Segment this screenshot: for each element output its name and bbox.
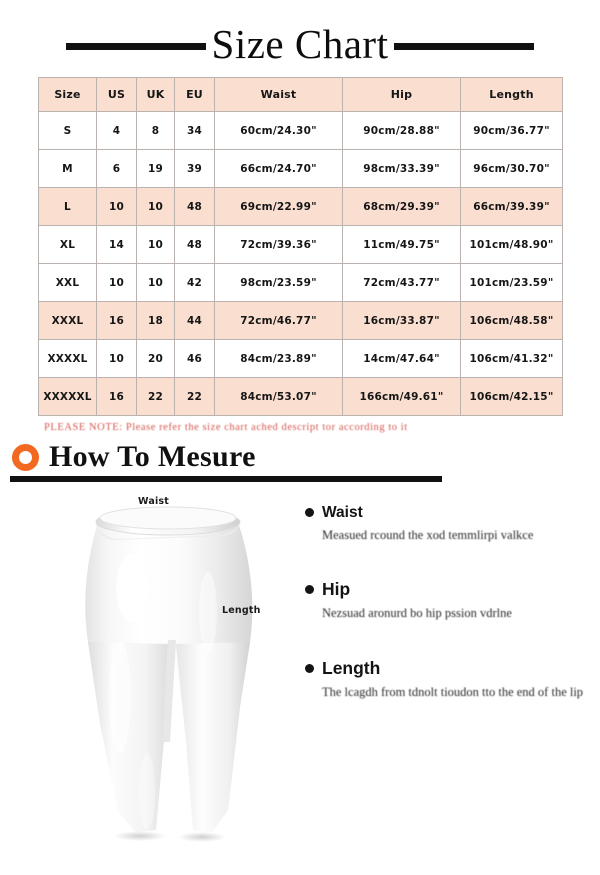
- cell-hip: 72cm/43.77": [343, 264, 461, 302]
- cell-waist: 84cm/53.07": [215, 378, 343, 416]
- cell-length: 66cm/39.39": [461, 188, 563, 226]
- cell-waist: 98cm/23.59": [215, 264, 343, 302]
- definition-body: Measued rcound the xod temmlirpi valkce: [322, 528, 534, 543]
- cell-hip: 14cm/47.64": [343, 340, 461, 378]
- cell-uk: 8: [137, 112, 175, 150]
- cell-length: 101cm/23.59": [461, 264, 563, 302]
- cell-waist: 66cm/24.70": [215, 150, 343, 188]
- definition-heading: [305, 504, 590, 521]
- page-title-block: [0, 22, 600, 70]
- cell-uk: 19: [137, 150, 175, 188]
- cell-length: 96cm/30.70": [461, 150, 563, 188]
- cell-uk: 18: [137, 302, 175, 340]
- cell-eu: 22: [175, 378, 215, 416]
- cell-length: 106cm/48.58": [461, 302, 563, 340]
- cell-eu: 46: [175, 340, 215, 378]
- table-header-row: [39, 78, 563, 112]
- cell-eu: 42: [175, 264, 215, 302]
- cell-hip: 68cm/29.39": [343, 188, 461, 226]
- cell-us: 10: [97, 188, 137, 226]
- table-row: [39, 226, 563, 264]
- cell-length: 101cm/48.90": [461, 226, 563, 264]
- cell-uk: 20: [137, 340, 175, 378]
- cell-uk: 10: [137, 226, 175, 264]
- cell-uk: 10: [137, 264, 175, 302]
- how-to-measure-rule-icon: [10, 476, 442, 482]
- cell-eu: 48: [175, 188, 215, 226]
- cell-size: XXXXL: [39, 340, 97, 378]
- cell-eu: 39: [175, 150, 215, 188]
- definition-body: Nezsuad aronurd bo hip pssion vdrlne: [322, 606, 512, 621]
- how-to-measure-title: How To Mesure: [49, 440, 256, 473]
- cell-waist: 72cm/46.77": [215, 302, 343, 340]
- column-header-hip: Hip: [343, 78, 461, 112]
- cell-hip: 98cm/33.39": [343, 150, 461, 188]
- cell-eu: 44: [175, 302, 215, 340]
- cell-us: 6: [97, 150, 137, 188]
- definition-title: Hip: [322, 579, 351, 600]
- cell-us: 4: [97, 112, 137, 150]
- title-rule-right-icon: [394, 43, 534, 50]
- definition-title: Waist: [322, 504, 363, 521]
- cell-size: L: [39, 188, 97, 226]
- measurement-definitions-list: [305, 504, 590, 737]
- definition-heading: [305, 659, 590, 678]
- column-header-size: Size: [39, 78, 97, 112]
- cell-us: 14: [97, 226, 137, 264]
- cell-hip: 90cm/28.88": [343, 112, 461, 150]
- cell-length: 90cm/36.77": [461, 112, 563, 150]
- how-to-measure-heading: [8, 442, 478, 472]
- column-header-waist: Waist: [215, 78, 343, 112]
- definition-body: The lcagdh from tdnolt tioudon tto the end of the lip: [322, 684, 584, 699]
- cell-us: 10: [97, 340, 137, 378]
- cell-length: 106cm/42.15": [461, 378, 563, 416]
- cell-size: XXXXXL: [39, 378, 97, 416]
- cell-waist: 60cm/24.30": [215, 112, 343, 150]
- definition-heading: [305, 580, 590, 599]
- cell-uk: 22: [137, 378, 175, 416]
- cell-eu: 34: [175, 112, 215, 150]
- leggings-illustration: [60, 492, 305, 852]
- cell-size: XL: [39, 226, 97, 264]
- title-rule-left-icon: [66, 43, 206, 50]
- cell-hip: 166cm/49.61": [343, 378, 461, 416]
- size-chart-table-wrapper: [38, 77, 562, 416]
- cell-length: 106cm/41.32": [461, 340, 563, 378]
- cell-size: XXL: [39, 264, 97, 302]
- table-row: [39, 302, 563, 340]
- how-to-measure-section: [8, 442, 478, 482]
- cell-us: 16: [97, 378, 137, 416]
- cell-us: 16: [97, 302, 137, 340]
- table-row: [39, 112, 563, 150]
- definition-item: [305, 659, 590, 701]
- bullet-icon: [305, 585, 314, 594]
- illustration-label-waist: Waist: [138, 496, 170, 507]
- definition-item: [305, 580, 590, 622]
- bullet-icon: [305, 664, 314, 673]
- column-header-us: US: [97, 78, 137, 112]
- cell-size: XXXL: [39, 302, 97, 340]
- illustration-label-length: Length: [222, 605, 261, 616]
- cell-waist: 84cm/23.89": [215, 340, 343, 378]
- size-chart-table: [38, 77, 563, 416]
- table-row: [39, 340, 563, 378]
- cell-uk: 10: [137, 188, 175, 226]
- column-header-eu: EU: [175, 78, 215, 112]
- table-row: [39, 188, 563, 226]
- cell-waist: 69cm/22.99": [215, 188, 343, 226]
- orange-ring-icon: [12, 444, 39, 471]
- table-row: [39, 150, 563, 188]
- please-note-text: PLEASE NOTE: Please refer the size chart ached descript tor according to it: [44, 422, 408, 433]
- cell-hip: 11cm/49.75": [343, 226, 461, 264]
- page-title: Size Chart: [211, 20, 389, 67]
- bullet-icon: [305, 508, 314, 517]
- cell-eu: 48: [175, 226, 215, 264]
- cell-hip: 16cm/33.87": [343, 302, 461, 340]
- column-header-uk: UK: [137, 78, 175, 112]
- definition-item: [305, 504, 590, 544]
- table-row: [39, 378, 563, 416]
- leggings-figure-icon: [60, 492, 305, 852]
- cell-size: M: [39, 150, 97, 188]
- cell-waist: 72cm/39.36": [215, 226, 343, 264]
- cell-us: 10: [97, 264, 137, 302]
- column-header-length: Length: [461, 78, 563, 112]
- table-row: [39, 264, 563, 302]
- cell-size: S: [39, 112, 97, 150]
- definition-title: Length: [322, 657, 381, 678]
